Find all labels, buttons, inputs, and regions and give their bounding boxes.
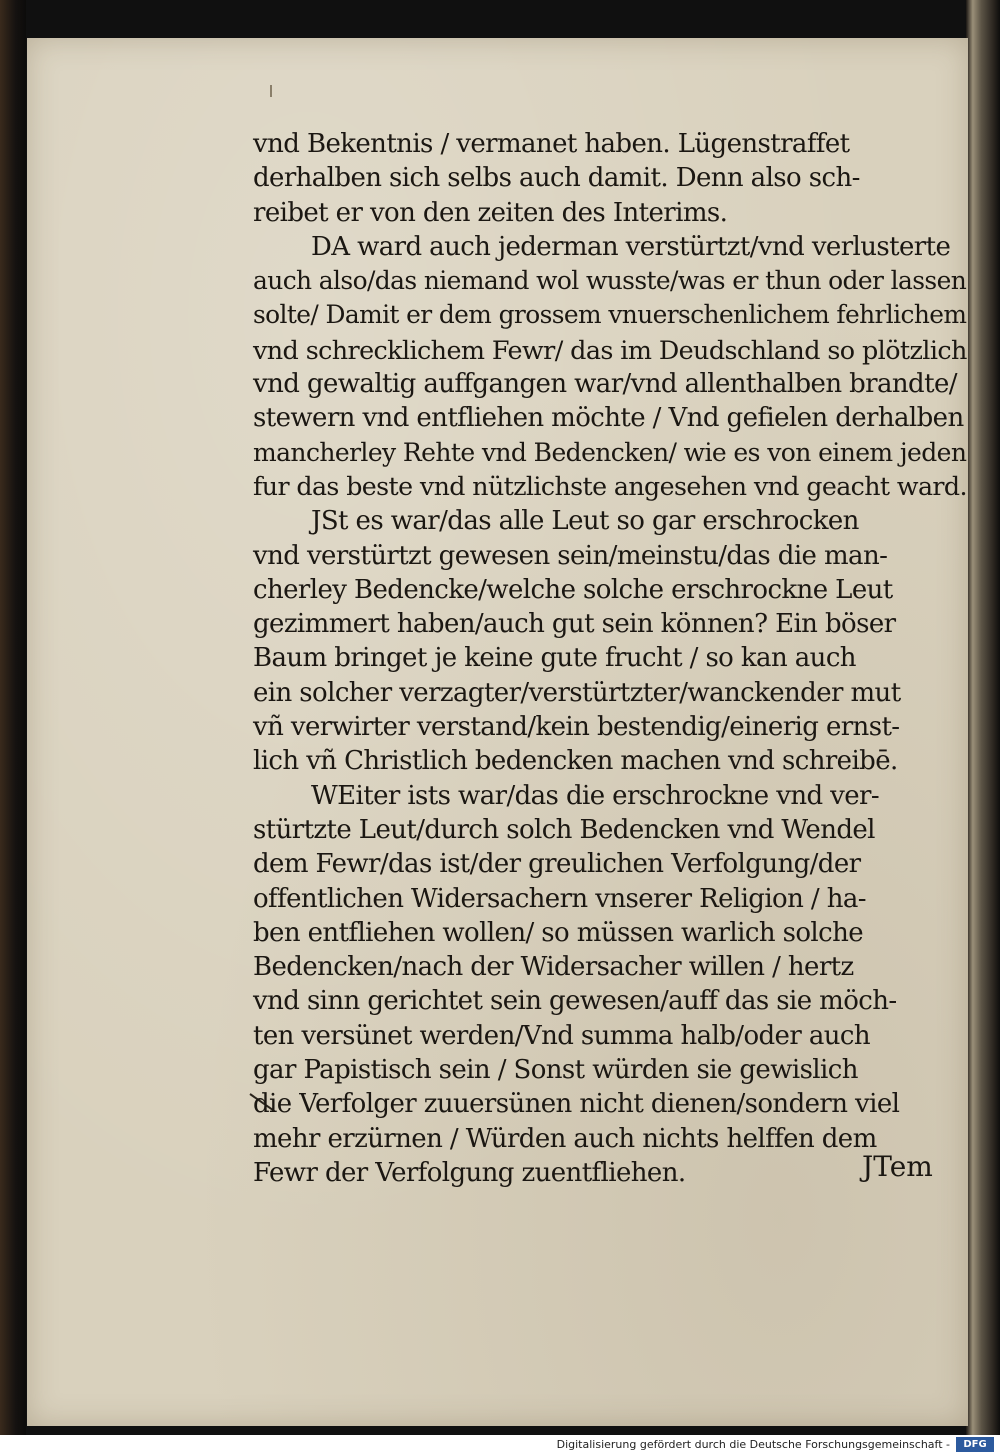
page-speck — [270, 85, 272, 97]
footer-bar — [0, 1435, 1000, 1455]
text-line: ein solcher verzagter/verstürtzter/wanckender mut — [253, 677, 901, 708]
text-line: auch also/das niemand wol wusste/was er thun oder lassen — [253, 266, 967, 296]
page-text-block — [253, 127, 968, 1190]
text-line: vnd Bekentnis / vermanet haben. Lügenstraffet — [253, 129, 850, 159]
text-line: reibet er von den zeiten des Interims. — [253, 197, 728, 228]
dfg-logo: DFG — [956, 1437, 994, 1452]
text-line: mancherley Rehte vnd Bedencken/ wie es von einem jeden — [253, 437, 967, 467]
text-line: DA ward auch jederman verstürtzt/vnd verlusterte — [311, 231, 951, 262]
text-line: gezimmert haben/auch gut sein können? Ein böser — [253, 609, 896, 640]
text-line: Fewr der Verfolgung zuentfliehen. — [253, 1157, 686, 1188]
text-line: stürtzte Leut/durch solch Bedencken vnd Wendel — [253, 814, 875, 845]
text-line: vnd verstürtzt gewesen sein/meinstu/das die man- — [253, 540, 888, 571]
text-line: vnd gewaltig auffgangen war/vnd allenthalben brandte/ — [253, 369, 957, 400]
text-line: fur das beste vnd nützlichste angesehen vnd geacht ward. — [253, 471, 967, 501]
text-line: JSt es war/das alle Leut so gar erschrocken — [311, 506, 859, 537]
text-line: Bedencken/nach der Widersacher willen / hertz — [253, 952, 854, 983]
text-line: ten versünet werden/Vnd summa halb/oder auch — [253, 1020, 870, 1051]
text-line: mehr erzürnen / Würden auch nichts helffen dem — [253, 1123, 877, 1154]
text-line: offentlichen Widersachern vnserer Religion / ha- — [253, 883, 866, 914]
text-line: vnd sinn gerichtet sein gewesen/auff das sie möch- — [253, 986, 897, 1017]
text-line: vnd schrecklichem Fewr/ das im Deudschland so plötzlich — [253, 334, 967, 365]
text-line: Baum bringet je keine gute frucht / so kan auch — [253, 643, 856, 674]
text-line: dem Fewr/das ist/der greulichen Verfolgung/der — [253, 849, 861, 880]
text-line: cherley Bedencke/welche solche erschrockne Leut — [253, 574, 893, 605]
funding-credit: Digitalisierung gefördert durch die Deutsche Forschungsgemeinschaft - — [556, 1438, 950, 1451]
text-line: lich vñ Christlich bedencken machen vnd schreibē. — [253, 746, 898, 777]
text-line: die Verfolger zuuersünen nicht dienen/sondern viel — [253, 1089, 900, 1120]
text-line: stewern vnd entfliehen möchte / Vnd gefielen derhalben — [253, 403, 964, 434]
text-line: gar Papistisch sein / Sonst würden sie gewislich — [253, 1055, 858, 1086]
text-line: WEiter ists war/das die erschrockne vnd ver- — [311, 780, 880, 811]
book-spine-edge — [0, 0, 26, 1435]
text-line: derhalben sich selbs auch damit. Denn also sch- — [253, 163, 860, 194]
catchword: JTem — [862, 1150, 933, 1183]
text-line: vñ verwirter verstand/kein bestendig/einerig ernst- — [253, 712, 900, 743]
text-line: solte/ Damit er dem grossem vnuerschenlichem fehrlichem — [253, 300, 967, 330]
text-line: ben entfliehen wollen/ so müssen warlich solche — [253, 917, 864, 948]
page-stack-edge — [966, 0, 1000, 1435]
